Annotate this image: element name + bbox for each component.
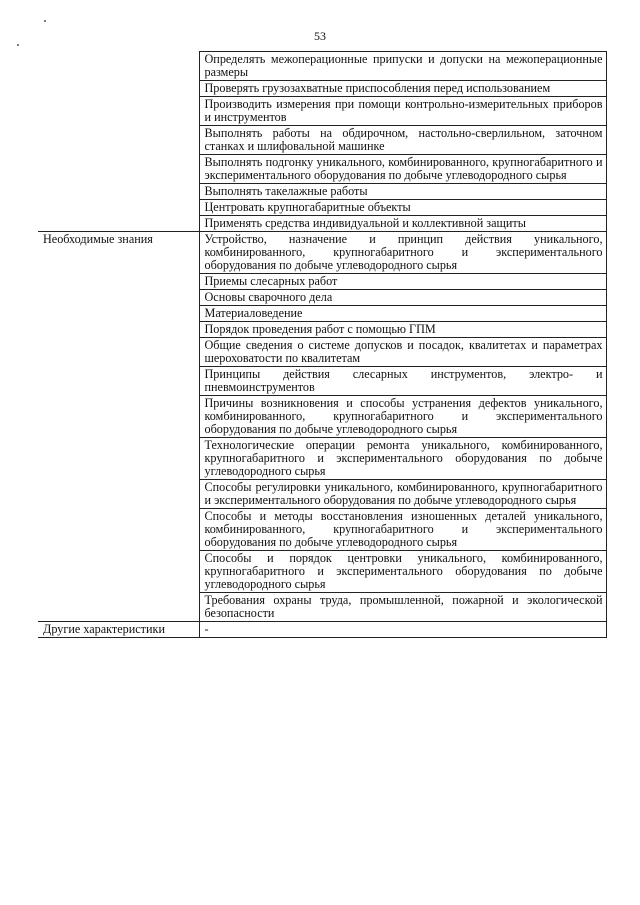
table-row <box>38 155 606 184</box>
section-label-cell <box>38 290 199 306</box>
section-label-cell <box>38 322 199 338</box>
table-row <box>38 290 606 306</box>
section-label-cell <box>38 274 199 290</box>
section-label-cell <box>38 509 199 551</box>
table-row <box>38 126 606 155</box>
table-row <box>38 97 606 126</box>
requirement-item: Выполнять такелажные работы <box>199 184 606 200</box>
table-row <box>38 200 606 216</box>
requirement-item: Центровать крупногабаритные объекты <box>199 200 606 216</box>
requirement-item: Материаловедение <box>199 306 606 322</box>
requirement-item: Способы и методы восстановления изношенных деталей уникального, комбинированного, крупногабаритного и экспериментального оборудования по добыче углеводородного сырья <box>199 509 606 551</box>
section-label-cell <box>38 551 199 593</box>
table-row <box>38 593 606 622</box>
section-label-cell <box>38 480 199 509</box>
table-row <box>38 81 606 97</box>
scan-speck <box>44 20 46 22</box>
requirement-item: Способы регулировки уникального, комбинированного, крупногабаритного и экспериментального оборудования по добыче углеводородного сырья <box>199 480 606 509</box>
requirement-item: Применять средства индивидуальной и коллективной защиты <box>199 216 606 232</box>
requirement-item: Определять межоперационные припуски и допуски на межоперационные размеры <box>199 52 606 81</box>
table-row <box>38 322 606 338</box>
table-row <box>38 338 606 367</box>
section-label-cell <box>38 216 199 232</box>
table-row <box>38 396 606 438</box>
section-label-cell <box>38 126 199 155</box>
requirement-item: Выполнять работы на обдирочном, настольно-сверлильном, заточном станках и шлифовальной машинке <box>199 126 606 155</box>
table-row <box>38 438 606 480</box>
page-number: 53 <box>314 29 326 43</box>
section-label-cell <box>38 184 199 200</box>
section-label-cell: Другие характеристики <box>38 622 199 638</box>
table-row <box>38 551 606 593</box>
section-label-cell <box>38 367 199 396</box>
requirement-item: Технологические операции ремонта уникального, комбинированного, крупногабаритного и экспериментального оборудования по добыче углеводородного сырья <box>199 438 606 480</box>
section-label-cell <box>38 338 199 367</box>
section-label-cell <box>38 200 199 216</box>
section-label-cell: Необходимые знания <box>38 232 199 274</box>
requirement-item: Выполнять подгонку уникального, комбинированного, крупногабаритного и экспериментального оборудования по добыче углеводородного сырья <box>199 155 606 184</box>
requirement-item: Требования охраны труда, промышленной, пожарной и экологической безопасности <box>199 593 606 622</box>
section-label-cell <box>38 81 199 97</box>
requirement-item: Проверять грузозахватные приспособления перед использованием <box>199 81 606 97</box>
table-row <box>38 216 606 232</box>
section-label-cell <box>38 155 199 184</box>
requirement-item: Устройство, назначение и принцип действия уникального, комбинированного, крупногабаритного и экспериментального оборудования по добыче углеводородного сырья <box>199 232 606 274</box>
requirement-item: - <box>199 622 606 638</box>
requirement-item: Основы сварочного дела <box>199 290 606 306</box>
table-row <box>38 274 606 290</box>
scan-speck <box>17 44 19 46</box>
table-row <box>38 184 606 200</box>
table-body <box>38 52 606 638</box>
table-row <box>38 232 606 274</box>
table-row <box>38 52 606 81</box>
requirement-item: Производить измерения при помощи контрольно-измерительных приборов и инструментов <box>199 97 606 126</box>
requirement-item: Приемы слесарных работ <box>199 274 606 290</box>
requirement-item: Принципы действия слесарных инструментов, электро- и пневмоинструментов <box>199 367 606 396</box>
requirement-item: Способы и порядок центровки уникального, комбинированного, крупногабаритного и экспериментального оборудования по добыче углеводородного сырья <box>199 551 606 593</box>
section-label-cell <box>38 52 199 81</box>
table-row <box>38 306 606 322</box>
section-label-cell <box>38 593 199 622</box>
qualification-table <box>38 51 607 638</box>
table-row <box>38 509 606 551</box>
section-label-cell <box>38 438 199 480</box>
table-row <box>38 480 606 509</box>
section-label-cell <box>38 97 199 126</box>
requirement-item: Общие сведения о системе допусков и посадок, квалитетах и параметрах шероховатости по квалитетам <box>199 338 606 367</box>
table-row <box>38 367 606 396</box>
section-label-cell <box>38 306 199 322</box>
section-label-cell <box>38 396 199 438</box>
requirement-item: Порядок проведения работ с помощью ГПМ <box>199 322 606 338</box>
table-row <box>38 622 606 638</box>
requirement-item: Причины возникновения и способы устранения дефектов уникального, комбинированного, крупногабаритного и экспериментального оборудования по добыче углеводородного сырья <box>199 396 606 438</box>
